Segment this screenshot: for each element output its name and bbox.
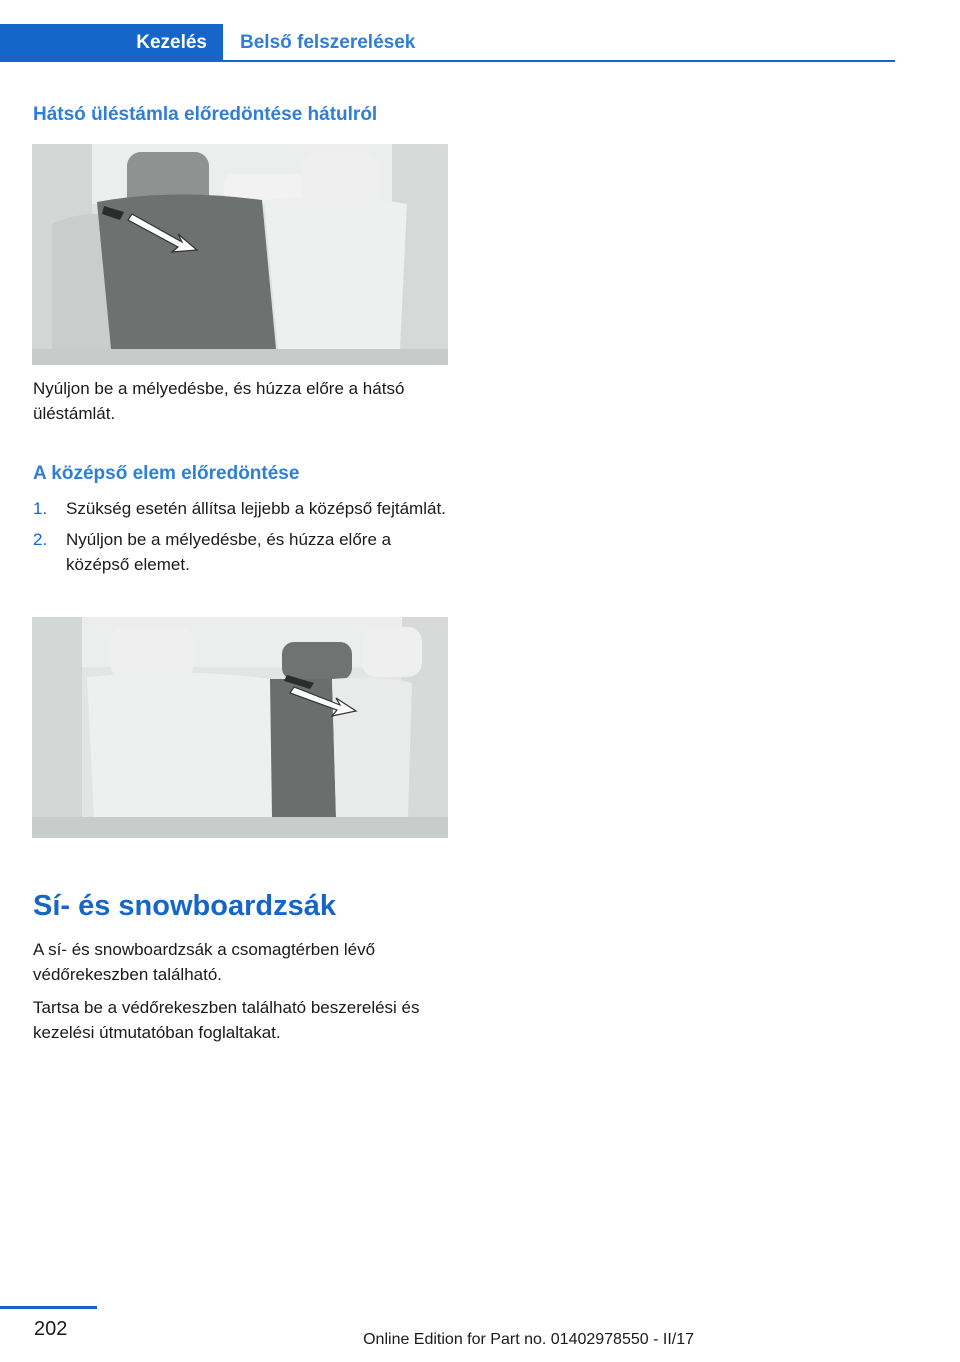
tab-belso-felszerelesek[interactable]: Belső felszerelések xyxy=(240,32,416,53)
section-heading-ski-bag: Sí- és snowboardzsák xyxy=(33,890,336,922)
section-heading-rear-backrest: Hátsó üléstámla előredöntése hátulról xyxy=(33,104,378,125)
tab-kezeles[interactable]: Kezelés xyxy=(0,24,223,61)
header-divider xyxy=(0,60,895,62)
rear-seat-backrest-illustration xyxy=(32,144,448,365)
section-heading-middle-section: A középső elem előredöntése xyxy=(33,463,300,484)
page-number: 202 xyxy=(34,1318,68,1340)
paragraph-rear-backrest: Nyúljon be a mélyedésbe, és húzza előre a hátsó üléstámlát. xyxy=(33,379,405,423)
list-item xyxy=(33,527,453,577)
edition-info: Online Edition for Part no. 01402978550 - II/17 xyxy=(363,1331,694,1348)
middle-section-image xyxy=(32,617,448,838)
header-bar xyxy=(0,24,895,62)
paragraph-ski-bag-instructions: Tartsa be a védőrekeszben található beszerelési és kezelési útmutatóban foglaltakat. xyxy=(33,998,420,1042)
paragraph-ski-bag-location: A sí- és snowboardzsák a csomagtérben lévő védőrekeszben található. xyxy=(33,940,376,984)
step-text: Nyúljon be a mélyedésbe, és húzza előre a középső elemet. xyxy=(66,530,392,574)
step-number: 2. xyxy=(33,530,48,549)
middle-section-illustration xyxy=(32,617,448,838)
footer-divider xyxy=(0,1306,97,1309)
step-number: 1. xyxy=(33,499,48,518)
list-item xyxy=(33,496,453,521)
step-text: Szükség esetén állítsa lejjebb a középső fejtámlát. xyxy=(66,499,446,518)
steps-list xyxy=(33,496,453,583)
rear-backrest-image xyxy=(32,144,448,365)
